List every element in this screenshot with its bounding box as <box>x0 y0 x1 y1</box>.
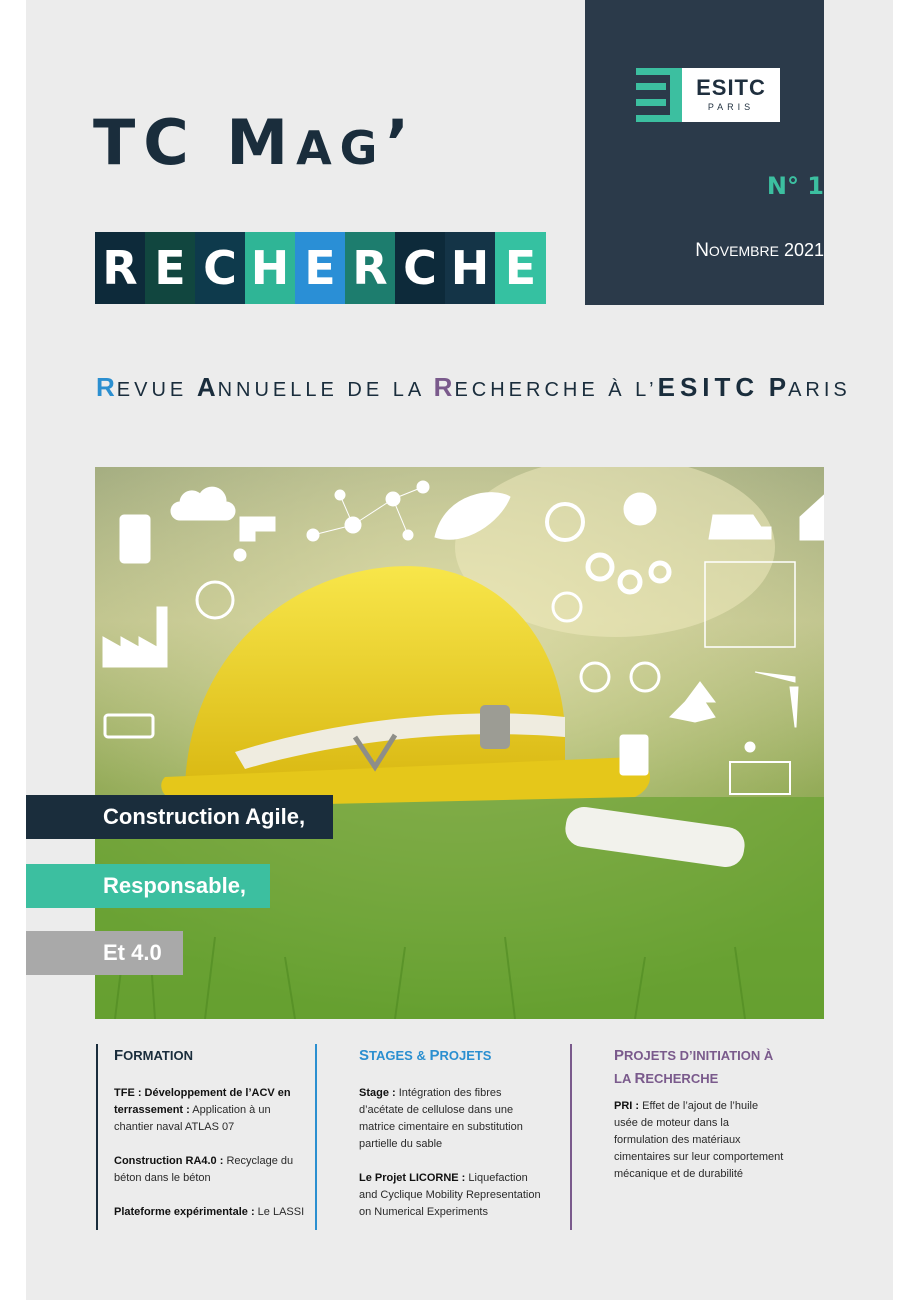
esitc-logo <box>636 68 780 122</box>
letter-tile: E <box>145 232 195 304</box>
column-title: FORMATION <box>114 1047 193 1064</box>
letter-tile: C <box>195 232 245 304</box>
letter-tile: R <box>345 232 395 304</box>
list-item: Stage : Intégration des fibres d’acétate de cellulose dans une matrice cimentaire en substitution partielle du sable <box>359 1087 523 1150</box>
magazine-title: TC MAG’ <box>93 106 417 179</box>
letter-tile: H <box>245 232 295 304</box>
list-item: TFE : Développement de l’ACV en terrassement : Application à un chantier naval ATLAS 07 <box>114 1087 291 1133</box>
column-stages <box>315 1044 545 1230</box>
list-item: Plateforme expérimentale : Le LASSI <box>114 1206 305 1218</box>
column-title: PROJETS D’INITIATION À LA RECHERCHE <box>614 1047 774 1087</box>
letter-tile: E <box>495 232 546 304</box>
fuel-station-icon <box>120 515 150 563</box>
tagline-band-2: Responsable, <box>26 864 270 908</box>
list-item: Le Projet LICORNE : Liquefaction and Cyclique Mobility Representation on Numerical Experiments <box>359 1172 541 1218</box>
list-item: PRI : Effet de l’ajout de l’huile usée de moteur dans la formulation des matériaux cimentaires sur leur comportement mécanique et de durabilité <box>614 1100 784 1180</box>
cover-photo <box>95 467 824 1019</box>
column-initiation <box>570 1044 785 1230</box>
tagline-band-1: Construction Agile, <box>26 795 333 839</box>
recherche-wordmark <box>95 232 546 304</box>
issue-number: N° 1 <box>766 172 824 200</box>
logo-city: PARIS <box>707 102 755 112</box>
cover-illustration <box>95 467 824 1019</box>
tagline-band-3: Et 4.0 <box>26 931 183 975</box>
list-item: Construction RA4.0 : Recyclage du béton dans le béton <box>114 1155 294 1184</box>
letter-tile: R <box>95 232 145 304</box>
letter-tile: C <box>395 232 445 304</box>
bin-icon <box>620 735 648 775</box>
logo-name: ESITC <box>696 75 766 100</box>
sun-icon <box>624 493 656 525</box>
column-formation <box>96 1044 306 1230</box>
logo-mark-icon <box>636 68 682 122</box>
subtitle: REVUE ANNUELLE DE LA RECHERCHE À L’ESITC PARIS <box>96 372 851 402</box>
logo-wordmark <box>682 68 780 122</box>
issue-date: NOVEMBRE 2021 <box>695 240 824 261</box>
column-title: STAGES & PROJETS <box>359 1047 492 1064</box>
letter-tile: H <box>445 232 495 304</box>
letter-tile: E <box>295 232 345 304</box>
